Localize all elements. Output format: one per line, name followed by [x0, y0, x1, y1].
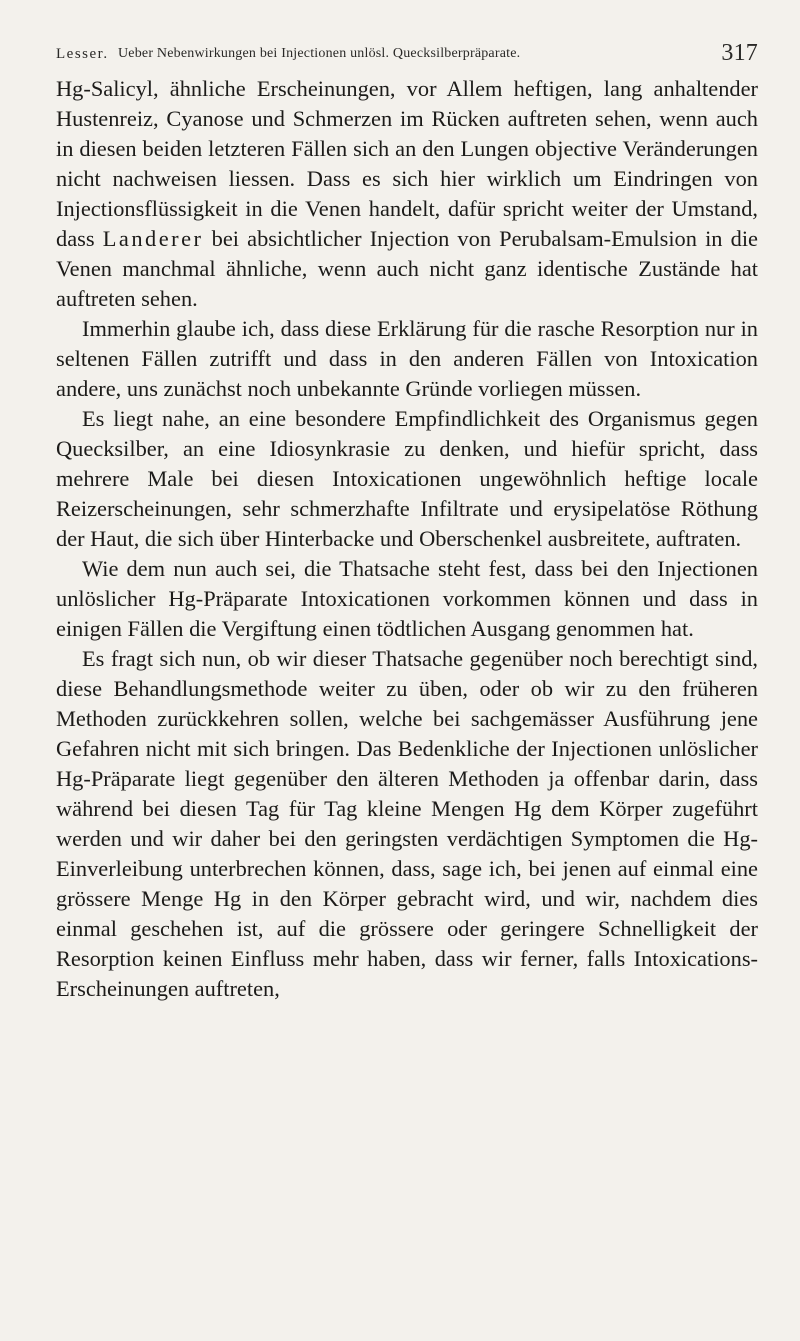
paragraph-4: Wie dem nun auch sei, die Thatsache steht fest, dass bei den Injectionen unlöslicher Hg-Präparate Intoxicationen vorkommen können und dass in einigen Fällen die Vergiftung einen tödtlichen Ausgang genommen hat. [56, 556, 758, 641]
paragraph-2: Immerhin glaube ich, dass diese Erklärung für die rasche Resorption nur in seltenen Fällen zutrifft und dass in den anderen Fällen von Intoxication andere, uns zunächst noch unbekannte Gründe vorliegen müssen. [56, 316, 758, 401]
body-text [56, 74, 758, 1004]
paragraph-5: Es fragt sich nun, ob wir dieser Thatsache gegenüber noch berechtigt sind, diese Behandlungsmethode weiter zu üben, oder ob wir zu den früheren Methoden zurückkehren sollen, welche bei sachgemässer Ausführung jene Gefahren nicht mit sich bringen. Das Bedenkliche der Injectionen unlöslicher Hg-Präparate liegt gegenüber den älteren Methoden ja offenbar darin, dass während bei diesen Tag für Tag kleine Mengen Hg dem Körper zugeführt werden und wir daher bei den geringsten verdächtigen Symptomen die Hg-Einverleibung unterbrechen können, dass, sage ich, bei jenen auf einmal eine grössere Menge Hg in den Körper gebracht wird, und wir, nachdem dies einmal geschehen ist, auf die grössere oder geringere Schnelligkeit der Resorption keinen Einfluss mehr haben, dass wir ferner, falls Intoxications-Erscheinungen auftreten, [56, 646, 758, 1001]
paragraph-1 [56, 74, 758, 314]
paragraph-1-text-b: bei absichtlicher Injection von Perubalsam-Emulsion in die Venen manchmal ähnliche, wenn auch nicht ganz identische Zustände hat auftreten sehen. [56, 226, 758, 311]
paragraph-1-text-a: Hg-Salicyl, ähnliche Erscheinungen, vor Allem heftigen, lang anhaltender Hustenreiz, Cyanose und Schmerzen im Rücken auftreten sehen, wenn auch in diesen beiden letzteren Fällen sich an den Lungen objective Veränderungen nicht nachweisen liessen. Dass es sich hier wirklich um Eindringen von Injectionsflüssigkeit in die Venen handelt, dafür spricht weiter der Umstand, dass [56, 76, 758, 251]
header-running-title: Ueber Nebenwirkungen bei Injectionen unlösl. Quecksilberpräparate. [118, 46, 521, 61]
running-header [56, 40, 758, 70]
paragraph-3: Es liegt nahe, an eine besondere Empfindlichkeit des Organismus gegen Quecksilber, an eine Idiosynkrasie zu denken, und hiefür spricht, dass mehrere Male bei diesen Intoxicationen ungewöhnlich heftige locale Reizerscheinungen, sehr schmerzhafte Infiltrate und erysipelatöse Röthung der Haut, die sich über Hinterbacke und Oberschenkel ausbreitete, auftraten. [56, 406, 758, 551]
header-author: Lesser. [56, 46, 109, 62]
author-name-landerer: Landerer [102, 226, 204, 251]
page-number: 317 [721, 40, 758, 66]
